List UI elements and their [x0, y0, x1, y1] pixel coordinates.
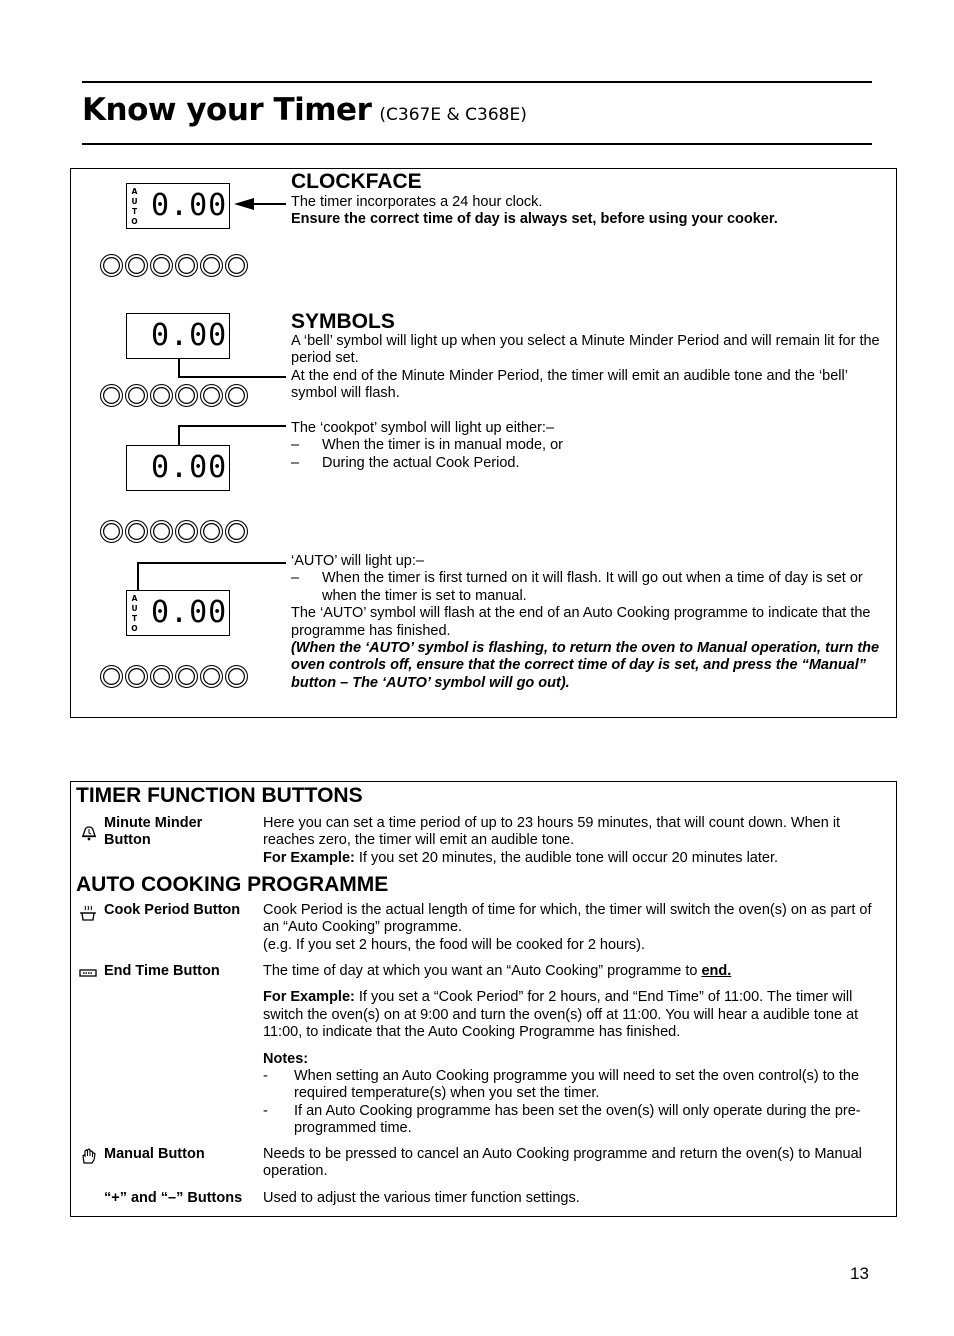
auto-item: – When the timer is first turned on it will flash. It will go out when a time of day is set or when the timer is set to manual. — [291, 570, 863, 604]
timer-button[interactable] — [100, 665, 123, 688]
timer-button[interactable] — [150, 665, 173, 688]
clockface-heading: CLOCKFACE — [291, 170, 422, 193]
button-row-3 — [100, 520, 248, 543]
page-title — [82, 92, 527, 128]
display-digits: 0.00 — [151, 318, 228, 353]
cookpot-leader-h — [178, 425, 286, 427]
cookpot-icon — [79, 905, 97, 923]
auto-cooking-heading: AUTO COOKING PROGRAMME — [76, 873, 389, 896]
end-time-label: End Time Button — [104, 963, 220, 979]
bell-leader-v — [178, 359, 180, 377]
timer-button[interactable] — [175, 520, 198, 543]
timer-button[interactable] — [225, 520, 248, 543]
plus-minus-label: “+” and “–” Buttons — [104, 1190, 243, 1206]
timer-button[interactable] — [125, 665, 148, 688]
timer-button[interactable] — [125, 254, 148, 277]
timer-button[interactable] — [150, 384, 173, 407]
arrow-left-icon — [234, 197, 254, 211]
timer-button[interactable] — [200, 384, 223, 407]
auto-leader-h — [137, 562, 286, 564]
display-digits: 0.00 — [151, 188, 228, 223]
timer-button[interactable] — [150, 254, 173, 277]
display-auto — [126, 590, 230, 636]
title-models: (C367E & C368E) — [379, 105, 527, 125]
plus-minus-desc: Used to adjust the various timer function settings. — [263, 1190, 580, 1206]
symbols-heading: SYMBOLS — [291, 310, 395, 333]
timer-button[interactable] — [175, 384, 198, 407]
auto-letters: A U T O — [131, 187, 138, 226]
timer-button[interactable] — [200, 665, 223, 688]
minute-minder-label: Minute Minder Button — [104, 815, 203, 849]
clockface-text: The timer incorporates a 24 hour clock. Ensure the correct time of day is always set, before using your cooker. — [291, 194, 778, 228]
display-bell — [126, 313, 230, 359]
minute-minder-desc: Here you can set a time period of up to 23 hours 59 minutes, that will count down. When it reaches zero, the timer will emit an audible tone. For Example: If you set 20 minutes, the audible tone will occur 20 minutes later. — [263, 815, 841, 866]
timer-button[interactable] — [175, 665, 198, 688]
timer-button[interactable] — [175, 254, 198, 277]
display-clockface — [126, 183, 230, 229]
manual-desc: Needs to be pressed to cancel an Auto Cooking programme and return the oven(s) to Manual operation. — [263, 1146, 862, 1180]
symbols-bell-text: A ‘bell’ symbol will light up when you select a Minute Minder Period and will remain lit for the period set. At the end of the Minute Minder Period, the timer will emit an audible tone and the ‘bell’ symbol will flash. — [291, 333, 880, 402]
display-digits: 0.00 — [151, 450, 228, 485]
timer-button[interactable] — [225, 254, 248, 277]
button-row-2 — [100, 384, 248, 407]
note-item: - If an Auto Cooking programme has been set the oven(s) will only operate during the pre-programmed time. — [263, 1102, 861, 1137]
auto-leader-v — [137, 562, 139, 590]
button-row-4 — [100, 665, 248, 688]
bell-leader-h — [178, 376, 286, 378]
bottom-rule — [82, 143, 872, 145]
cook-period-desc: Cook Period is the actual length of time for which, the timer will switch the oven(s) on as part of an “Auto Cooking” programme. (e.g. If you set 2 hours, the food will be cooked for 2 hours). — [263, 902, 872, 953]
timer-button[interactable] — [125, 520, 148, 543]
bell-icon — [79, 823, 97, 841]
display-cookpot — [126, 445, 230, 491]
cook-period-label: Cook Period Button — [104, 902, 241, 918]
display-digits: 0.00 — [151, 595, 228, 630]
clockface-arrow-line — [250, 203, 286, 205]
cookpot-item: – During the actual Cook Period. — [291, 454, 520, 471]
timer-button[interactable] — [225, 665, 248, 688]
timer-button[interactable] — [100, 254, 123, 277]
page-number: 13 — [850, 1264, 869, 1283]
title-main: Know your Timer — [82, 92, 372, 128]
cookpot-leader-v — [178, 425, 180, 445]
auto-letters: A U T O — [131, 594, 138, 633]
top-rule — [82, 81, 872, 83]
cookpot-item: – When the timer is in manual mode, or — [291, 437, 563, 454]
manual-label: Manual Button — [104, 1146, 205, 1162]
timer-button[interactable] — [150, 520, 173, 543]
timer-button[interactable] — [100, 384, 123, 407]
timer-button[interactable] — [100, 520, 123, 543]
note-item: - When setting an Auto Cooking programme you will need to set the oven control(s) to the required temperature(s) when you set the timer. — [263, 1068, 860, 1102]
symbols-auto-text: ‘AUTO’ will light up:– – When the timer is first turned on it will flash. It will go out when a time of day is set or when the timer is set to manual. The ‘AUTO’ symbol will flash at the end of an Auto Cooking programme to indicate that the programme has finished. (When the ‘AUTO’ symbol is flashing, to return the oven to Manual operation, turn the oven controls off, ensure that the correct time of day is set, and press the “Manual” button – The ‘AUTO’ symbol will go out). — [291, 553, 891, 692]
hand-icon — [79, 1147, 97, 1165]
timer-buttons-heading: TIMER FUNCTION BUTTONS — [76, 784, 363, 807]
button-row-1 — [100, 254, 248, 277]
timer-button[interactable] — [200, 254, 223, 277]
timer-button[interactable] — [225, 384, 248, 407]
end-time-icon — [79, 964, 97, 982]
end-time-desc: The time of day at which you want an “Auto Cooking” programme to end. For Example: If you set a “Cook Period” for 2 hours, and “End Time” of 11:00. The timer will switch the oven(s) on at 9:00 and turn the oven(s) off at 11:00. You will hear a audible tone at 11:00, to indicate that the Auto Cooking Programme has finished. Notes: - When setting an Auto Cooking programme you will need to set the oven control(s) to the required temperature(s) when you set the timer. - If an Auto Cooking programme has been set the oven(s) will only operate during the pre-programmed time. — [263, 963, 889, 1138]
timer-button[interactable] — [200, 520, 223, 543]
timer-button[interactable] — [125, 384, 148, 407]
symbols-cookpot-text: The ‘cookpot’ symbol will light up either:– – When the timer is in manual mode, or – During the actual Cook Period. — [291, 420, 881, 472]
